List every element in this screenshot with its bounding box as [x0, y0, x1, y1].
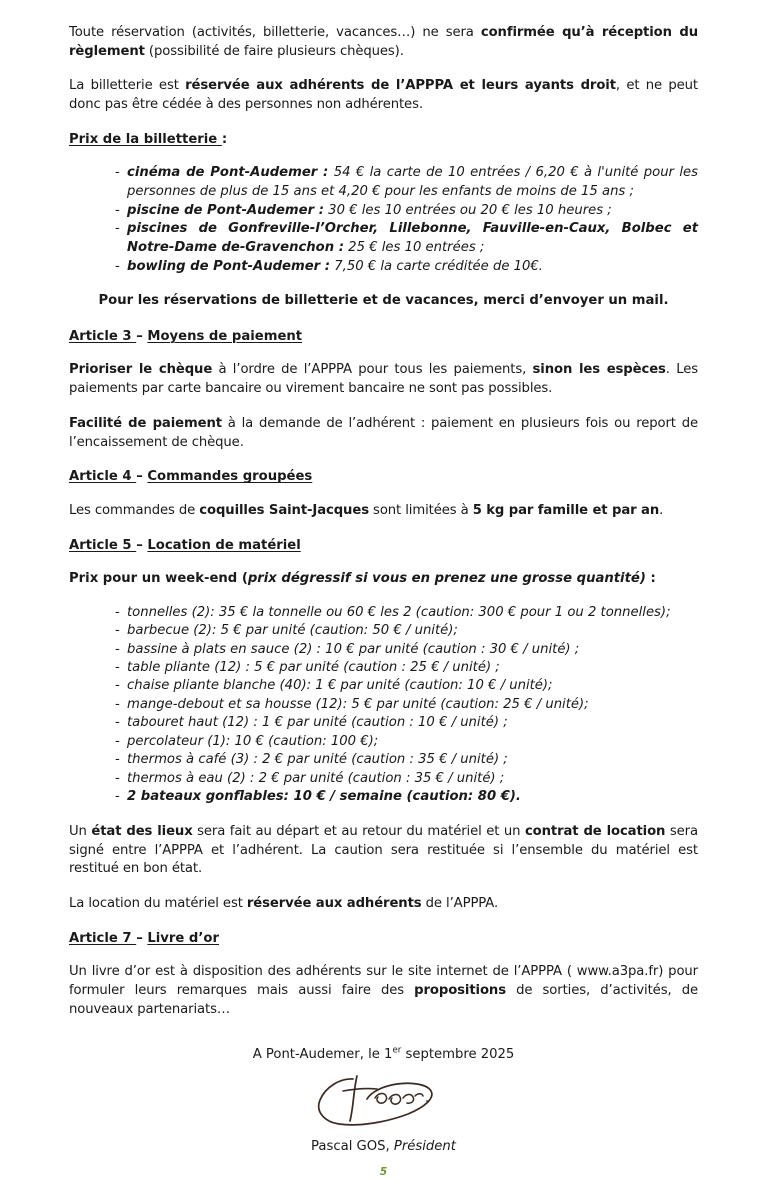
article-title: Commandes groupées: [147, 469, 313, 485]
bullet-dash-icon: -: [115, 165, 120, 181]
signature-image: [69, 1070, 698, 1136]
text-run: Toute réservation (activités, billetterie, vacances…) ne sera: [69, 25, 481, 40]
article-dash: –: [136, 537, 148, 553]
text-run-bold: 5 kg par famille et par an: [472, 502, 660, 518]
bullet-dash-icon: -: [115, 678, 120, 694]
item-detail: 30 € les 10 entrées ou 20 € les 10 heures ;: [323, 202, 612, 218]
item-detail: 54 € la carte de 10 entrées / 6,20 € à l'unité pour les personnes de plus de 15 ans et 4,20 € pour les enfants de moins de 15 ans ;: [127, 165, 698, 200]
article-dash: –: [136, 469, 148, 485]
text-run-bold: état des lieux: [91, 823, 193, 839]
bullet-dash-icon: -: [115, 696, 120, 712]
item-text: percolateur (1): 10 € (caution: 100 €);: [127, 733, 379, 749]
item-text: chaise pliante blanche (40): 1 € par unité (caution: 10 € / unité);: [127, 678, 553, 694]
list-item: [115, 604, 698, 622]
text-run: sera signé entre l’APPPA et l’adhérent. La caution sera restituée si l’ensemble du matériel est restitué en bon état.: [69, 823, 698, 877]
paragraph-facilite-paiement: [69, 415, 698, 452]
item-detail: 25 € les 10 entrées ;: [343, 240, 485, 256]
bullet-dash-icon: -: [115, 604, 120, 620]
item-detail: 7,50 € la carte créditée de 10€.: [330, 258, 543, 274]
article-dash: –: [136, 328, 148, 344]
text-run: La location du matériel est: [69, 896, 247, 912]
text-run-bold: Prioriser le chèque: [69, 362, 213, 378]
article-label: Article 5: [69, 537, 137, 553]
text-run: à la demande de l’adhérent : paiement en plusieurs fois ou report de l’encaissement de chèque.: [69, 415, 698, 450]
list-item: [115, 696, 698, 714]
bullet-dash-icon: -: [115, 789, 120, 805]
list-item: [115, 677, 698, 695]
text-run: .: [659, 502, 664, 518]
list-item: [115, 770, 698, 788]
heading-article-5: [69, 537, 698, 555]
bullet-dash-icon: -: [115, 258, 120, 274]
paragraph-coquilles: [69, 502, 698, 521]
bullet-dash-icon: -: [115, 770, 120, 786]
weekend-trailing: :: [645, 571, 656, 587]
list-item: [115, 164, 698, 201]
item-text: table pliante (12) : 5 € par unité (caution : 25 € / unité) ;: [127, 660, 500, 675]
text-run: sont limitées à: [368, 502, 473, 518]
heading-prix-billetterie: [69, 131, 698, 149]
date-ordinal-suffix: er: [392, 1045, 402, 1056]
date-suffix: septembre 2025: [401, 1046, 515, 1062]
text-run: . Les paiements par carte bancaire ou virement bancaire ne sont pas possibles.: [69, 362, 699, 397]
paragraph-livre-or: [69, 963, 698, 1019]
bullet-dash-icon: -: [115, 752, 120, 768]
list-item: [115, 220, 698, 257]
heading-article-3: [69, 328, 698, 346]
list-item: [115, 202, 698, 221]
text-run-bold: contrat de location: [524, 823, 666, 839]
text-run: de sorties, d’activités, de nouveaux partenariats…: [69, 983, 698, 1017]
bullet-dash-icon: -: [115, 715, 120, 731]
text-run: sera fait au départ et au retour du matériel et un: [192, 823, 525, 839]
item-text: barbecue (2): 5 € par unité (caution: 50 € / unité);: [127, 623, 458, 639]
page-number: 5: [379, 1166, 388, 1178]
item-text: tabouret haut (12) : 1 € par unité (caution : 10 € / unité) ;: [127, 715, 508, 731]
item-text: mange-debout et sa housse (12): 5 € par unité (caution: 25 € / unité);: [127, 696, 589, 712]
heading-prix-weekend: [69, 570, 698, 588]
list-item: [115, 622, 698, 640]
item-text: bassine à plats en sauce (2) : 10 € par unité (caution : 30 € / unité) ;: [127, 641, 580, 657]
article-dash: –: [136, 930, 148, 946]
list-item: [115, 788, 698, 806]
callout-envoyer-mail: Pour les réservations de billetterie et de vacances, merci d’envoyer un mail.: [98, 293, 669, 309]
bullet-dash-icon: -: [115, 660, 120, 675]
list-item: [115, 641, 698, 659]
text-run-bold: sinon les espèces: [532, 362, 666, 378]
item-name: bowling de Pont-Audemer :: [127, 258, 331, 274]
article-label: Article 4: [69, 469, 137, 485]
item-text: thermos à café (3) : 2 € par unité (caution : 35 € / unité) ;: [127, 752, 508, 768]
bullet-dash-icon: -: [115, 641, 120, 657]
weekend-bold: Prix pour un week-end (: [69, 571, 248, 587]
paragraph-cheque: [69, 361, 698, 398]
item-text: tonnelles (2): 35 € la tonnelle ou 60 € les 2 (caution: 300 € pour 1 ou 2 tonnelles);: [127, 604, 671, 620]
heading-trailing: :: [221, 131, 228, 147]
list-location-materiel: [69, 604, 698, 807]
paragraph-reservation: [69, 24, 698, 61]
item-name: piscine de Pont-Audemer :: [127, 202, 324, 218]
signer: [69, 1138, 698, 1156]
bullet-dash-icon: -: [115, 202, 120, 218]
item-text: 2 bateaux gonflables: 10 € / semaine (caution: 80 €).: [127, 789, 521, 805]
text-run-bold: réservée aux adhérents: [246, 896, 422, 912]
place-and-date: [69, 1046, 698, 1064]
paragraph-billetterie-adherents: [69, 77, 698, 114]
text-run: Les commandes de: [69, 502, 200, 518]
signer-name: Pascal GOS,: [311, 1138, 394, 1154]
item-name: cinéma de Pont-Audemer :: [127, 165, 329, 181]
list-item: [115, 258, 698, 277]
paragraph-etat-des-lieux: [69, 823, 698, 879]
text-run: (possibilité de faire plusieurs chèques).: [144, 43, 404, 59]
text-run: La billetterie est: [69, 78, 186, 94]
article-label: Article 7: [69, 930, 137, 946]
date-prefix: A Pont-Audemer, le 1: [252, 1046, 393, 1062]
text-run: Un: [69, 823, 92, 839]
text-run: Un livre d’or est à disposition des adhérents sur le site internet de l’APPPA ( www.a3pa.fr) pour formuler leurs remarques mais aussi faire des: [69, 964, 698, 999]
article-title: Location de matériel: [147, 537, 301, 553]
text-run: , et ne peut donc pas être cédée à des personnes non adhérentes.: [69, 78, 698, 113]
article-label: Article 3: [69, 328, 137, 344]
list-item: [115, 733, 698, 751]
item-name: piscines de Gonfreville-l’Orcher, Lillebonne, Fauville-en-Caux, Bolbec et Notre-Dame de-Gravenchon :: [127, 221, 698, 256]
article-title: Moyens de paiement: [147, 328, 303, 344]
page-content: [69, 24, 698, 1178]
bullet-dash-icon: -: [115, 221, 120, 237]
text-run-bold: réservée aux adhérents de l’APPPA et leurs ayants droit: [185, 78, 616, 94]
list-item: [115, 751, 698, 769]
weekend-bolditalic: prix dégressif si vous en prenez une grosse quantité): [247, 571, 646, 587]
bullet-dash-icon: -: [115, 733, 120, 749]
heading-article-7: [69, 930, 698, 948]
list-billetterie-prices: [69, 164, 698, 276]
signer-title: Président: [393, 1138, 456, 1154]
list-item: [115, 659, 698, 677]
text-run-bold: confirmée qu’à réception du règlement: [69, 25, 699, 59]
item-text: thermos à eau (2) : 2 € par unité (caution : 35 € / unité) ;: [127, 770, 505, 786]
list-item: [115, 714, 698, 732]
heading-article-4: [69, 468, 698, 486]
text-run: à l’ordre de l’APPPA pour tous les paiements,: [212, 362, 533, 378]
bullet-dash-icon: -: [115, 623, 120, 639]
heading-underlined-text: Prix de la billetterie: [69, 131, 222, 147]
paragraph-location-reservee: [69, 895, 698, 914]
text-run-bold: propositions: [414, 983, 506, 999]
text-run: de l’APPPA.: [421, 896, 499, 912]
text-run-bold: coquilles Saint-Jacques: [199, 502, 369, 518]
article-title: Livre d’or: [147, 930, 219, 946]
text-run-bold: Facilité de paiement: [69, 415, 222, 431]
